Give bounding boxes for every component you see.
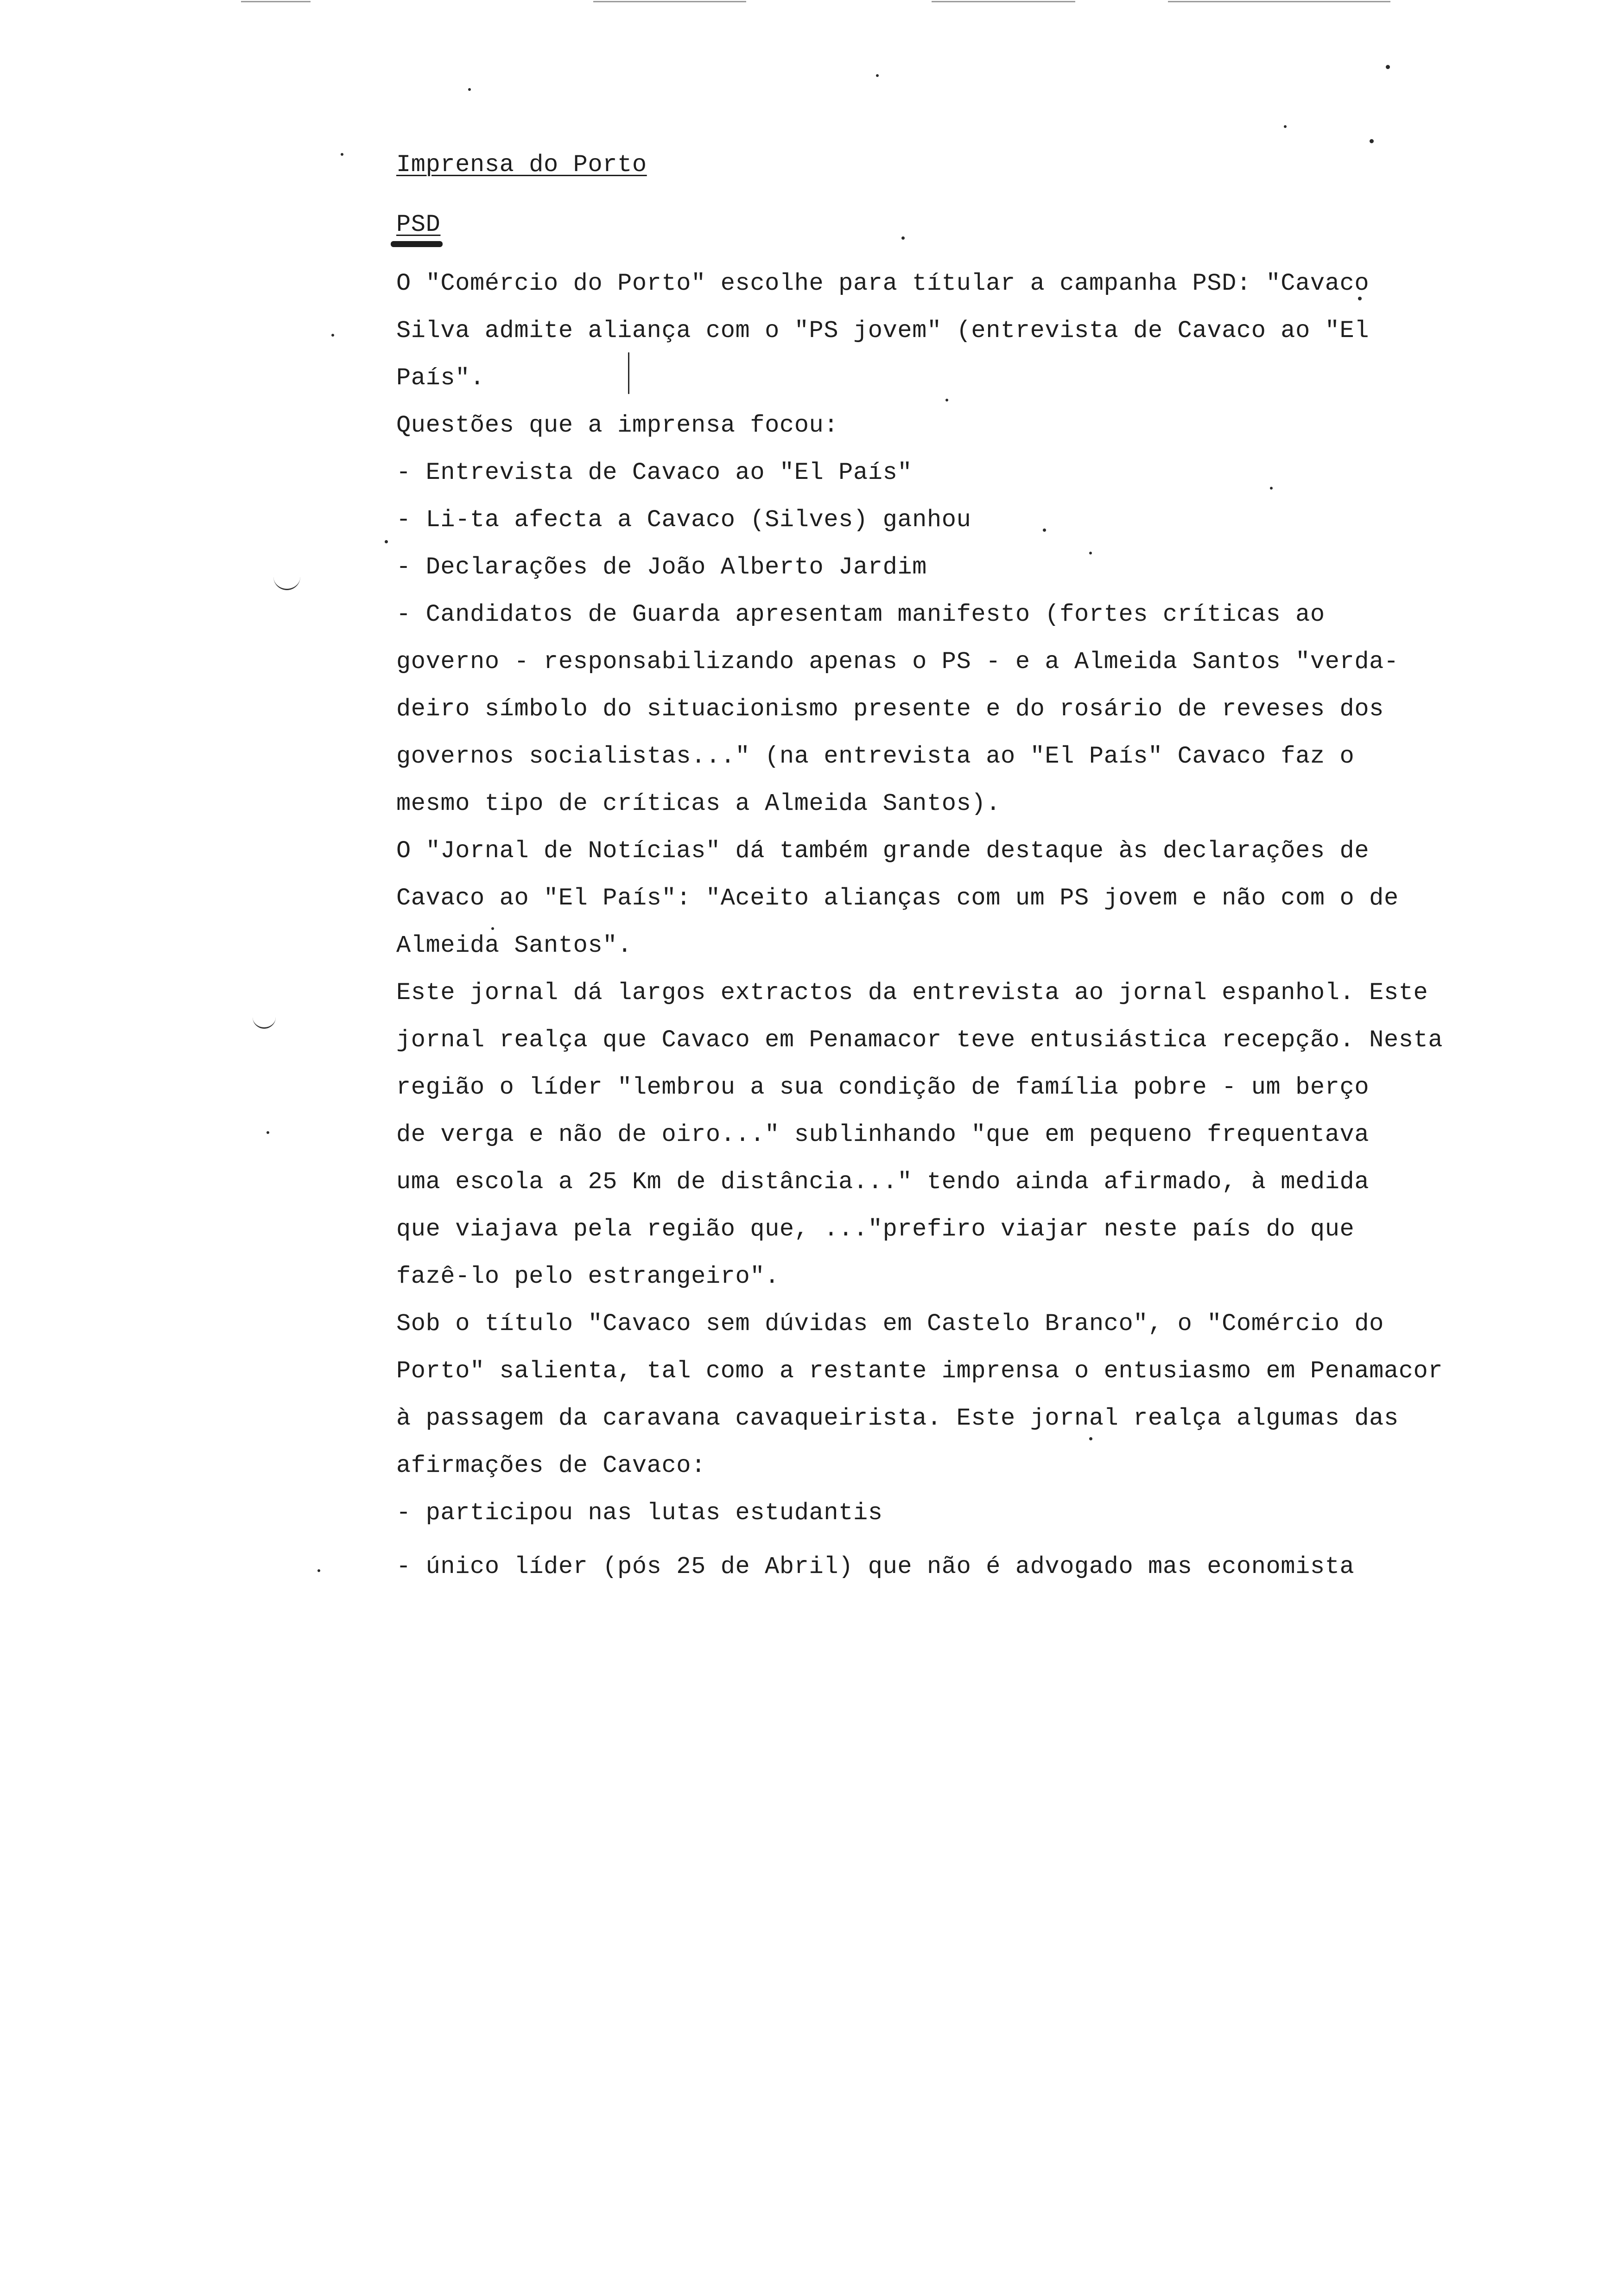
body-line: fazê-lo pelo estrangeiro". <box>396 1263 780 1290</box>
scan-speck <box>341 153 343 156</box>
scan-edge-line <box>1168 1 1390 2</box>
scan-speck <box>1089 552 1092 554</box>
list-item: - Entrevista de Cavaco ao "El País" <box>396 459 913 486</box>
scan-speck <box>385 540 388 543</box>
scan-speck <box>1089 1437 1092 1440</box>
scan-speck <box>1386 65 1390 69</box>
list-item: - Declarações de João Alberto Jardim <box>396 554 927 581</box>
scan-speck <box>266 1131 269 1134</box>
body-line: jornal realça que Cavaco em Penamacor teve entusiástica recepção. Nesta <box>396 1026 1443 1054</box>
body-line: deiro símbolo do situacionismo presente e do rosário de reveses dos <box>396 695 1384 723</box>
body-line: Almeida Santos". <box>396 932 632 959</box>
body-line: Silva admite aliança com o "PS jovem" (entrevista de Cavaco ao "El <box>396 317 1370 344</box>
scan-speck <box>317 1569 320 1572</box>
section-heading-psd: PSD <box>396 211 441 238</box>
underline-bar <box>391 241 443 247</box>
body-line: Porto" salienta, tal como a restante imprensa o entusiasmo em Penamacor <box>396 1357 1443 1385</box>
body-line: uma escola a 25 Km de distância..." tendo ainda afirmado, à medida <box>396 1168 1370 1196</box>
scan-speck <box>945 399 948 401</box>
scan-speck <box>1284 125 1287 128</box>
body-line: Questões que a imprensa focou: <box>396 412 839 439</box>
body-line: mesmo tipo de críticas a Almeida Santos). <box>396 790 1001 817</box>
scan-speck <box>331 334 334 337</box>
body-line: Este jornal dá largos extractos da entrevista ao jornal espanhol. Este <box>396 979 1428 1006</box>
scan-speck <box>1370 139 1374 143</box>
body-line: à passagem da caravana cavaqueirista. Este jornal realça algumas das <box>396 1405 1399 1432</box>
list-item: - participou nas lutas estudantis <box>396 1499 883 1527</box>
body-line: governo - responsabilizando apenas o PS - e a Almeida Santos "verda- <box>396 648 1399 675</box>
body-line: governos socialistas..." (na entrevista ao "El País" Cavaco faz o <box>396 743 1355 770</box>
margin-bracket-mark <box>253 1011 276 1029</box>
body-line: que viajava pela região que, ..."prefiro viajar neste país do que <box>396 1216 1355 1243</box>
body-line: afirmações de Cavaco: <box>396 1452 706 1479</box>
scan-speck <box>628 352 629 394</box>
document-heading: Imprensa do Porto <box>396 151 647 178</box>
scan-speck <box>491 927 494 930</box>
body-line: região o líder "lembrou a sua condição de família pobre - um berço <box>396 1074 1370 1101</box>
margin-bracket-mark <box>273 570 300 590</box>
scan-speck <box>468 88 471 91</box>
list-item: - Li-ta afecta a Cavaco (Silves) ganhou <box>396 506 971 534</box>
body-line: Sob o título "Cavaco sem dúvidas em Castelo Branco", o "Comércio do <box>396 1310 1384 1337</box>
scan-edge-line <box>241 1 311 2</box>
body-line: O "Comércio do Porto" escolhe para títular a campanha PSD: "Cavaco <box>396 270 1370 297</box>
body-line: País". <box>396 364 485 392</box>
scan-edge-line <box>593 1 746 2</box>
scan-speck <box>1270 487 1273 490</box>
scan-speck <box>901 236 905 240</box>
scan-speck <box>1043 528 1046 532</box>
list-item: - único líder (pós 25 de Abril) que não é advogado mas economista <box>396 1553 1355 1580</box>
scan-speck <box>876 74 879 77</box>
body-line: de verga e não de oiro..." sublinhando "que em pequeno frequentava <box>396 1121 1370 1148</box>
body-line: O "Jornal de Notícias" dá também grande destaque às declarações de <box>396 837 1370 865</box>
scan-edge-line <box>932 1 1075 2</box>
body-line: Cavaco ao "El País": "Aceito alianças com um PS jovem e não com o de <box>396 885 1399 912</box>
list-item: - Candidatos de Guarda apresentam manifesto (fortes críticas ao <box>396 601 1325 628</box>
